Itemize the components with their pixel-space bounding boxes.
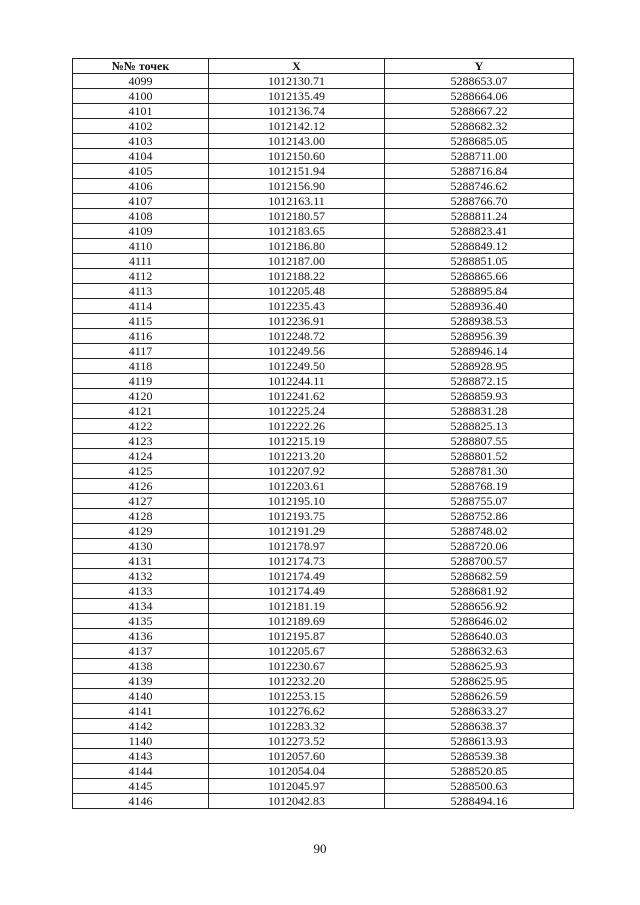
table-body (73, 74, 574, 809)
x-coordinate-cell: 1012163.11 (209, 194, 385, 209)
y-coordinate-cell: 5288646.02 (385, 614, 574, 629)
y-coordinate-cell: 5288711.00 (385, 149, 574, 164)
table-row (73, 689, 574, 704)
header-row (73, 59, 574, 74)
x-coordinate-cell: 1012183.65 (209, 224, 385, 239)
table-row (73, 524, 574, 539)
table-row (73, 209, 574, 224)
table-row (73, 764, 574, 779)
y-coordinate-cell: 5288755.07 (385, 494, 574, 509)
point-number-cell: 4104 (73, 149, 209, 164)
table-row (73, 74, 574, 89)
y-coordinate-cell: 5288682.59 (385, 569, 574, 584)
x-coordinate-cell: 1012249.50 (209, 359, 385, 374)
point-number-cell: 4106 (73, 179, 209, 194)
y-coordinate-cell: 5288720.06 (385, 539, 574, 554)
table-row (73, 329, 574, 344)
x-coordinate-cell: 1012186.80 (209, 239, 385, 254)
table-row (73, 779, 574, 794)
y-coordinate-cell: 5288946.14 (385, 344, 574, 359)
point-number-cell: 4100 (73, 89, 209, 104)
y-coordinate-cell: 5288716.84 (385, 164, 574, 179)
x-coordinate-cell: 1012241.62 (209, 389, 385, 404)
x-coordinate-cell: 1012187.00 (209, 254, 385, 269)
coordinates-table (72, 58, 574, 809)
table-row (73, 674, 574, 689)
y-coordinate-cell: 5288752.86 (385, 509, 574, 524)
point-number-cell: 4118 (73, 359, 209, 374)
table-row (73, 314, 574, 329)
point-number-cell: 4130 (73, 539, 209, 554)
table-row (73, 599, 574, 614)
y-coordinate-cell: 5288956.39 (385, 329, 574, 344)
point-number-cell: 4103 (73, 134, 209, 149)
x-coordinate-cell: 1012180.57 (209, 209, 385, 224)
y-coordinate-cell: 5288700.57 (385, 554, 574, 569)
table-row (73, 194, 574, 209)
table-row (73, 449, 574, 464)
point-number-cell: 4101 (73, 104, 209, 119)
point-number-cell: 4142 (73, 719, 209, 734)
table-row (73, 89, 574, 104)
point-number-cell: 4114 (73, 299, 209, 314)
y-coordinate-cell: 5288633.27 (385, 704, 574, 719)
y-coordinate-cell: 5288667.22 (385, 104, 574, 119)
x-coordinate-cell: 1012188.22 (209, 269, 385, 284)
x-coordinate-cell: 1012203.61 (209, 479, 385, 494)
header-point-number: №№ точек (73, 59, 209, 74)
y-coordinate-cell: 5288859.93 (385, 389, 574, 404)
table-row (73, 494, 574, 509)
table-row (73, 269, 574, 284)
page-number: 90 (313, 841, 327, 856)
point-number-cell: 4140 (73, 689, 209, 704)
table-row (73, 389, 574, 404)
point-number-cell: 4138 (73, 659, 209, 674)
point-number-cell: 1140 (73, 734, 209, 749)
y-coordinate-cell: 5288928.95 (385, 359, 574, 374)
table-row (73, 434, 574, 449)
table-row (73, 584, 574, 599)
y-coordinate-cell: 5288520.85 (385, 764, 574, 779)
y-coordinate-cell: 5288681.92 (385, 584, 574, 599)
x-coordinate-cell: 1012215.19 (209, 434, 385, 449)
x-coordinate-cell: 1012195.10 (209, 494, 385, 509)
table-row (73, 224, 574, 239)
y-coordinate-cell: 5288656.92 (385, 599, 574, 614)
point-number-cell: 4143 (73, 749, 209, 764)
table-row (73, 419, 574, 434)
table-row (73, 554, 574, 569)
point-number-cell: 4102 (73, 119, 209, 134)
y-coordinate-cell: 5288685.05 (385, 134, 574, 149)
x-coordinate-cell: 1012135.49 (209, 89, 385, 104)
x-coordinate-cell: 1012150.60 (209, 149, 385, 164)
table-row (73, 344, 574, 359)
table-row (73, 644, 574, 659)
y-coordinate-cell: 5288664.06 (385, 89, 574, 104)
x-coordinate-cell: 1012248.72 (209, 329, 385, 344)
point-number-cell: 4145 (73, 779, 209, 794)
table-row (73, 719, 574, 734)
point-number-cell: 4132 (73, 569, 209, 584)
table-row (73, 509, 574, 524)
point-number-cell: 4109 (73, 224, 209, 239)
point-number-cell: 4126 (73, 479, 209, 494)
y-coordinate-cell: 5288638.37 (385, 719, 574, 734)
point-number-cell: 4124 (73, 449, 209, 464)
x-coordinate-cell: 1012142.12 (209, 119, 385, 134)
x-coordinate-cell: 1012130.71 (209, 74, 385, 89)
point-number-cell: 4136 (73, 629, 209, 644)
table-row (73, 569, 574, 584)
y-coordinate-cell: 5288766.70 (385, 194, 574, 209)
y-coordinate-cell: 5288625.93 (385, 659, 574, 674)
header-y: Y (385, 59, 574, 74)
x-coordinate-cell: 1012283.32 (209, 719, 385, 734)
point-number-cell: 4133 (73, 584, 209, 599)
table-row (73, 614, 574, 629)
x-coordinate-cell: 1012253.15 (209, 689, 385, 704)
table-row (73, 404, 574, 419)
table-row (73, 284, 574, 299)
y-coordinate-cell: 5288500.63 (385, 779, 574, 794)
table-row (73, 749, 574, 764)
x-coordinate-cell: 1012057.60 (209, 749, 385, 764)
point-number-cell: 4122 (73, 419, 209, 434)
x-coordinate-cell: 1012235.43 (209, 299, 385, 314)
point-number-cell: 4107 (73, 194, 209, 209)
x-coordinate-cell: 1012054.04 (209, 764, 385, 779)
y-coordinate-cell: 5288682.32 (385, 119, 574, 134)
y-coordinate-cell: 5288865.66 (385, 269, 574, 284)
y-coordinate-cell: 5288613.93 (385, 734, 574, 749)
x-coordinate-cell: 1012189.69 (209, 614, 385, 629)
table-row (73, 479, 574, 494)
x-coordinate-cell: 1012236.91 (209, 314, 385, 329)
point-number-cell: 4128 (73, 509, 209, 524)
point-number-cell: 4112 (73, 269, 209, 284)
x-coordinate-cell: 1012174.49 (209, 584, 385, 599)
y-coordinate-cell: 5288872.15 (385, 374, 574, 389)
table-header (73, 59, 574, 74)
x-coordinate-cell: 1012136.74 (209, 104, 385, 119)
point-number-cell: 4123 (73, 434, 209, 449)
y-coordinate-cell: 5288653.07 (385, 74, 574, 89)
y-coordinate-cell: 5288625.95 (385, 674, 574, 689)
table-row (73, 539, 574, 554)
table-row (73, 164, 574, 179)
y-coordinate-cell: 5288748.02 (385, 524, 574, 539)
x-coordinate-cell: 1012042.83 (209, 794, 385, 809)
point-number-cell: 4144 (73, 764, 209, 779)
x-coordinate-cell: 1012174.49 (209, 569, 385, 584)
point-number-cell: 4099 (73, 74, 209, 89)
x-coordinate-cell: 1012244.11 (209, 374, 385, 389)
x-coordinate-cell: 1012151.94 (209, 164, 385, 179)
point-number-cell: 4127 (73, 494, 209, 509)
y-coordinate-cell: 5288825.13 (385, 419, 574, 434)
y-coordinate-cell: 5288640.03 (385, 629, 574, 644)
y-coordinate-cell: 5288936.40 (385, 299, 574, 314)
table-row (73, 134, 574, 149)
point-number-cell: 4111 (73, 254, 209, 269)
point-number-cell: 4121 (73, 404, 209, 419)
table-row (73, 149, 574, 164)
point-number-cell: 4119 (73, 374, 209, 389)
y-coordinate-cell: 5288768.19 (385, 479, 574, 494)
table-row (73, 794, 574, 809)
x-coordinate-cell: 1012225.24 (209, 404, 385, 419)
table-row (73, 659, 574, 674)
table-row (73, 359, 574, 374)
y-coordinate-cell: 5288781.30 (385, 464, 574, 479)
x-coordinate-cell: 1012045.97 (209, 779, 385, 794)
point-number-cell: 4116 (73, 329, 209, 344)
x-coordinate-cell: 1012143.00 (209, 134, 385, 149)
y-coordinate-cell: 5288823.41 (385, 224, 574, 239)
point-number-cell: 4137 (73, 644, 209, 659)
point-number-cell: 4134 (73, 599, 209, 614)
x-coordinate-cell: 1012178.97 (209, 539, 385, 554)
y-coordinate-cell: 5288938.53 (385, 314, 574, 329)
y-coordinate-cell: 5288831.28 (385, 404, 574, 419)
x-coordinate-cell: 1012205.48 (209, 284, 385, 299)
point-number-cell: 4110 (73, 239, 209, 254)
table-row (73, 734, 574, 749)
x-coordinate-cell: 1012193.75 (209, 509, 385, 524)
table-row (73, 299, 574, 314)
x-coordinate-cell: 1012207.92 (209, 464, 385, 479)
y-coordinate-cell: 5288851.05 (385, 254, 574, 269)
point-number-cell: 4117 (73, 344, 209, 359)
table-row (73, 179, 574, 194)
x-coordinate-cell: 1012181.19 (209, 599, 385, 614)
point-number-cell: 4125 (73, 464, 209, 479)
x-coordinate-cell: 1012191.29 (209, 524, 385, 539)
y-coordinate-cell: 5288632.63 (385, 644, 574, 659)
table-row (73, 464, 574, 479)
table-row (73, 104, 574, 119)
point-number-cell: 4115 (73, 314, 209, 329)
x-coordinate-cell: 1012195.87 (209, 629, 385, 644)
x-coordinate-cell: 1012156.90 (209, 179, 385, 194)
y-coordinate-cell: 5288849.12 (385, 239, 574, 254)
table-row (73, 254, 574, 269)
point-number-cell: 4129 (73, 524, 209, 539)
y-coordinate-cell: 5288494.16 (385, 794, 574, 809)
y-coordinate-cell: 5288801.52 (385, 449, 574, 464)
x-coordinate-cell: 1012222.26 (209, 419, 385, 434)
header-x: X (209, 59, 385, 74)
table-row (73, 239, 574, 254)
table-row (73, 629, 574, 644)
point-number-cell: 4135 (73, 614, 209, 629)
x-coordinate-cell: 1012205.67 (209, 644, 385, 659)
point-number-cell: 4120 (73, 389, 209, 404)
table-row (73, 704, 574, 719)
table-row (73, 119, 574, 134)
point-number-cell: 4146 (73, 794, 209, 809)
x-coordinate-cell: 1012273.52 (209, 734, 385, 749)
x-coordinate-cell: 1012232.20 (209, 674, 385, 689)
point-number-cell: 4108 (73, 209, 209, 224)
x-coordinate-cell: 1012174.73 (209, 554, 385, 569)
y-coordinate-cell: 5288811.24 (385, 209, 574, 224)
point-number-cell: 4139 (73, 674, 209, 689)
table-row (73, 374, 574, 389)
y-coordinate-cell: 5288539.38 (385, 749, 574, 764)
y-coordinate-cell: 5288807.55 (385, 434, 574, 449)
x-coordinate-cell: 1012230.67 (209, 659, 385, 674)
x-coordinate-cell: 1012276.62 (209, 704, 385, 719)
point-number-cell: 4113 (73, 284, 209, 299)
x-coordinate-cell: 1012249.56 (209, 344, 385, 359)
point-number-cell: 4105 (73, 164, 209, 179)
point-number-cell: 4131 (73, 554, 209, 569)
y-coordinate-cell: 5288746.62 (385, 179, 574, 194)
point-number-cell: 4141 (73, 704, 209, 719)
x-coordinate-cell: 1012213.20 (209, 449, 385, 464)
y-coordinate-cell: 5288895.84 (385, 284, 574, 299)
y-coordinate-cell: 5288626.59 (385, 689, 574, 704)
